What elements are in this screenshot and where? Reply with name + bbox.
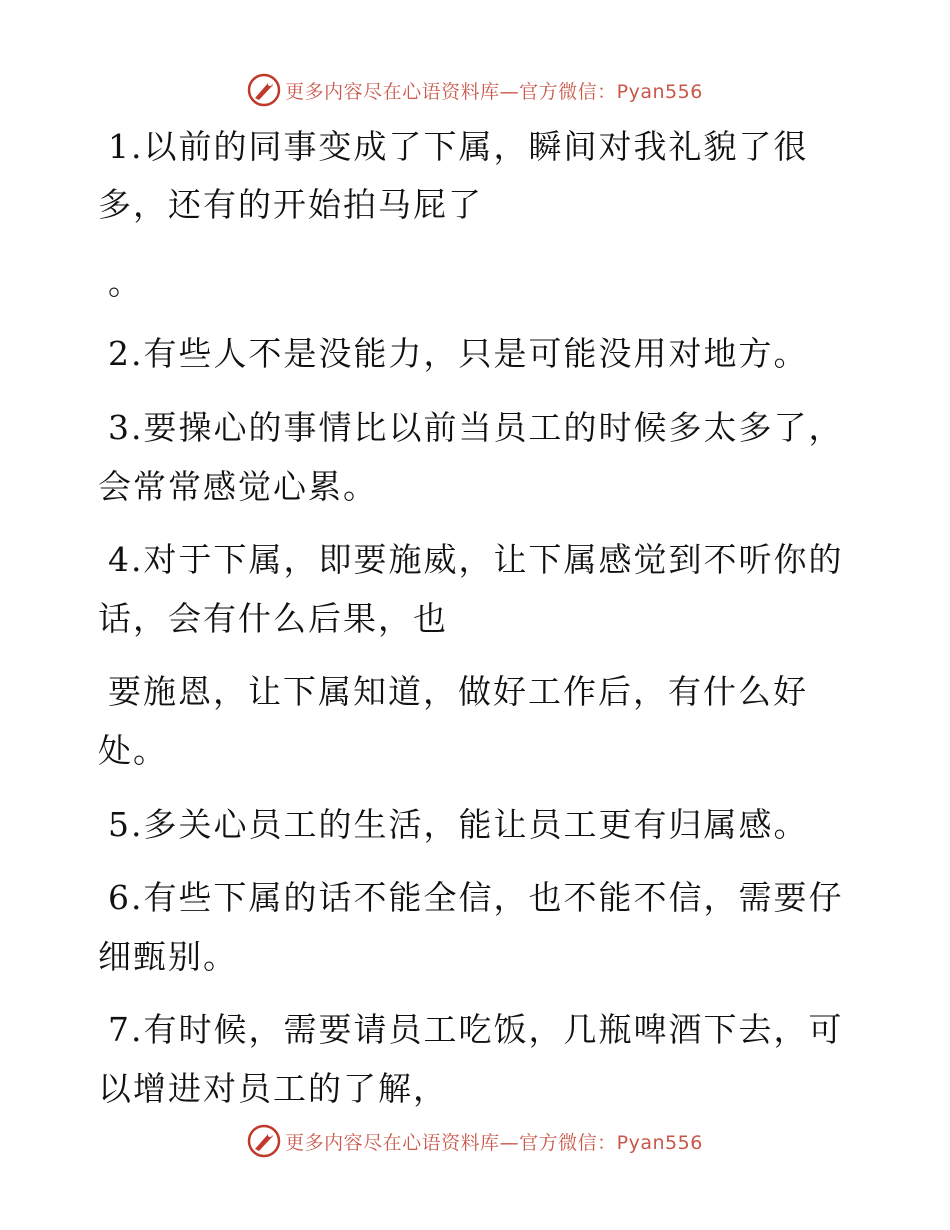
pen-logo-icon	[247, 1124, 281, 1158]
text-line: 处。	[98, 731, 168, 770]
text-line: 3.要操心的事情比以前当员工的时候多太多了，	[108, 408, 844, 447]
text-line: 6.有些下属的话不能全信，也不能不信，需要仔	[108, 878, 844, 917]
text-line: 。	[108, 263, 143, 302]
header-banner	[0, 70, 950, 110]
text-line: 细甄别。	[98, 937, 238, 976]
pen-logo-icon	[247, 73, 281, 107]
banner-text: 更多内容尽在心语资料库—官方微信：Pyan556	[285, 1131, 703, 1154]
text-line: 会常常感觉心累。	[98, 467, 378, 506]
banner-text: 更多内容尽在心语资料库—官方微信：Pyan556	[285, 80, 703, 103]
text-line: 要施恩，让下属知道，做好工作后，有什么好	[108, 672, 808, 711]
text-line: 2.有些人不是没能力，只是可能没用对地方。	[108, 334, 809, 373]
text-line: 1.以前的同事变成了下属，瞬间对我礼貌了很	[108, 127, 809, 166]
text-line: 多，还有的开始拍马屁了	[98, 185, 483, 224]
text-line: 话，会有什么后果，也	[98, 599, 448, 638]
text-line: 4.对于下属，即要施威，让下属感觉到不听你的	[108, 540, 844, 579]
text-line: 7.有时候，需要请员工吃饭，几瓶啤酒下去，可	[108, 1010, 844, 1049]
footer-banner	[0, 1121, 950, 1161]
text-line: 以增进对员工的了解，	[98, 1069, 448, 1108]
text-line: 5.多关心员工的生活，能让员工更有归属感。	[108, 805, 809, 844]
